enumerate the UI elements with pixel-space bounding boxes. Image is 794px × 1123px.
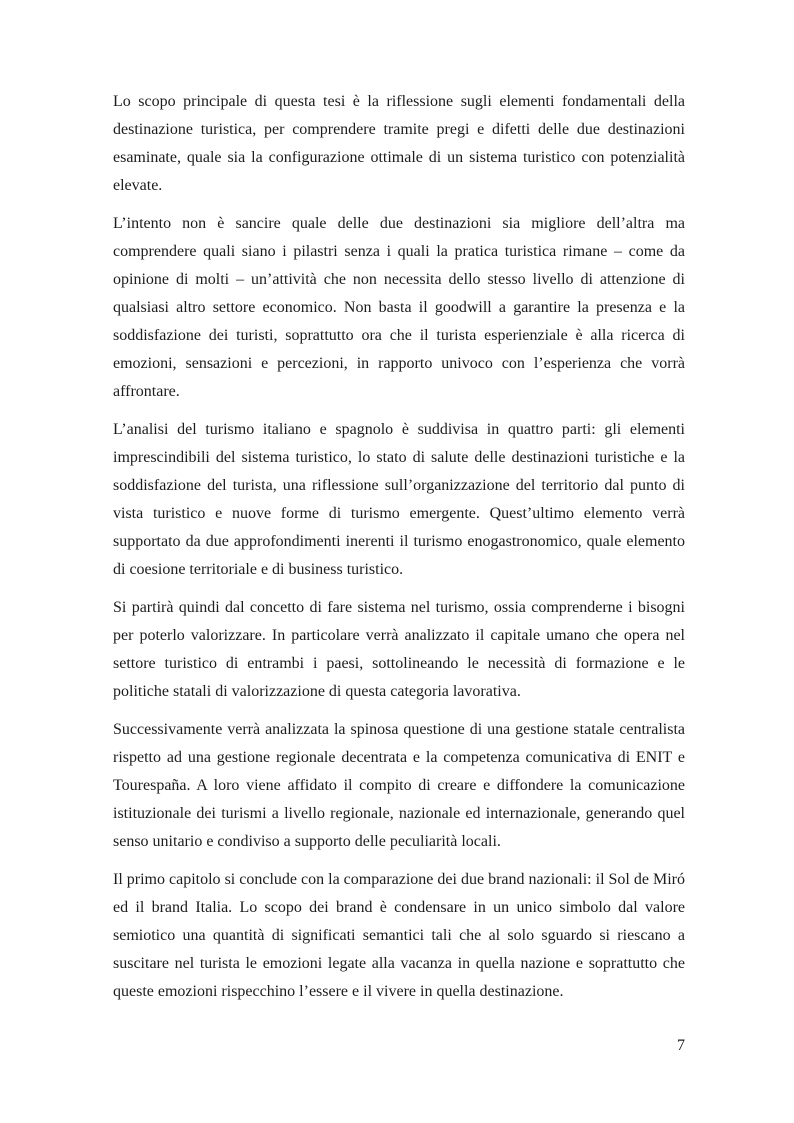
text-block: [113, 88, 685, 1016]
page-number: 7: [677, 1037, 685, 1054]
paragraph-6: Il primo capitolo si conclude con la comparazione dei due brand nazionali: il Sol de Miró ed il brand Italia. Lo scopo dei brand è condensare in un unico simbolo dal valore semiotico una quantità di significati semantici tali che al solo sguardo si riescano a suscitare nel turista le emozioni legate alla vacanza in quella nazione e soprattutto che queste emozioni rispecchino l’essere e il vivere in quella destinazione.: [113, 871, 685, 1000]
paragraph-4: Si partirà quindi dal concetto di fare sistema nel turismo, ossia comprenderne i bisogni per poterlo valorizzare. In particolare verrà analizzato il capitale umano che opera nel settore turistico di entrambi i paesi, sottolineando le necessità di formazione e le politiche statali di valorizzazione di questa categoria lavorativa.: [113, 599, 685, 700]
paragraph-1: Lo scopo principale di questa tesi è la riflessione sugli elementi fondamentali della destinazione turistica, per comprendere tramite pregi e difetti delle due destinazioni esaminate, quale sia la configurazione ottimale di un sistema turistico con potenzialità elevate.: [113, 93, 685, 194]
paragraph-3: L’analisi del turismo italiano e spagnolo è suddivisa in quattro parti: gli elementi imprescindibili del sistema turistico, lo stato di salute delle destinazioni turistiche e la soddisfazione del turista, una riflessione sull’organizzazione del territorio dal punto di vista turistico e nuove forme di turismo emergente. Quest’ultimo elemento verrà supportato da due approfondimenti inerenti il turismo enogastronomico, quale elemento di coesione territoriale e di business turistico.: [113, 421, 685, 578]
paragraph-2: L’intento non è sancire quale delle due destinazioni sia migliore dell’altra ma comprendere quali siano i pilastri senza i quali la pratica turistica rimane – come da opinione di molti – un’attività che non necessita dello stesso livello di attenzione di qualsiasi altro settore economico. Non basta il goodwill a garantire la presenza e la soddisfazione dei turisti, soprattutto ora che il turista esperienziale è alla ricerca di emozioni, sensazioni e percezioni, in rapporto univoco con l’esperienza che vorrà affrontare.: [113, 215, 685, 400]
paragraph-5: Successivamente verrà analizzata la spinosa questione di una gestione statale centralista rispetto ad una gestione regionale decentrata e la competenza comunicativa di ENIT e Tourespaña. A loro viene affidato il compito di creare e diffondere la comunicazione istituzionale dei turismi a livello regionale, nazionale ed internazionale, generando quel senso unitario e condiviso a supporto delle peculiarità locali.: [113, 721, 685, 850]
